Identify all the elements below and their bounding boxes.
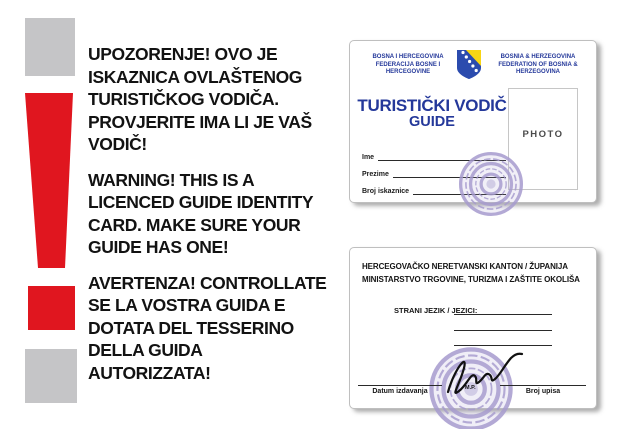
field-label: Broj iskaznice [362,188,410,195]
round-official-stamp-icon [458,151,524,217]
warning-line: UPOZORENJE! OVO JE [88,44,278,64]
warning-line: SE LA VOSTRA GUIDA E [88,295,286,315]
warning-text-english [88,169,324,259]
warning-line: DOTATA DEL TESSERINO [88,317,294,338]
card-header-left [360,54,456,77]
warning-line: VODIČ! [88,134,147,154]
header-text: BOSNA I HERCEGOVINA [372,54,444,60]
warning-line: GUIDE HAS ONE! [88,237,229,257]
warning-line: AVERTENZA! CONTROLLATE [88,272,327,293]
date-label: Datum izdavanja [372,388,428,395]
warning-line: AUTORIZZATA! [88,362,211,383]
header-text: BOSNIA & HERZEGOVINA [500,54,576,60]
warning-line: CARD. MAKE SURE YOUR [88,214,301,235]
warning-line: PROVJERITE IMA LI JE VAŠ [88,111,312,132]
card-title-line1: TURISTIČKI VODIČ [357,96,507,115]
card-title [356,97,508,130]
warning-line: ISKAZNICA OVLAŠTENOG [88,66,302,87]
warning-line: TURISTIČKOG VODIČA. [88,89,279,109]
number-label: Broj upisa [525,388,561,395]
gray-square-top [25,18,75,76]
header-text: FEDERACIJA BOSNE I HERCEGOVINE [375,61,441,75]
bosnia-herzegovina-coat-of-arms-icon [456,49,482,80]
warning-line: WARNING! THIS IS A [88,169,255,190]
warning-text-block [88,43,327,384]
stamp-center-text: M.P. [465,385,476,391]
photo-placeholder-label: PHOTO [522,129,564,140]
warning-line: LICENCED GUIDE IDENTITY [88,192,314,212]
field-label: Prezime [362,171,389,178]
exclamation-mark-icon [25,93,73,268]
language-blank-line [454,314,552,315]
card-header-right [486,54,590,77]
handwritten-signature [438,344,538,402]
header-text: FEDERATION OF BOSNIA & HERZEGOVINA [498,61,578,75]
guide-card-front [349,40,597,203]
language-blank-line [454,330,552,331]
exclamation-dot [28,286,75,330]
warning-line: DELLA GUIDA [88,340,203,360]
date-blank-line [358,385,442,386]
warning-text-italian [88,272,327,385]
ministry-header [362,260,580,286]
gray-square-bottom [25,349,77,403]
header-text: HERCEGOVAČKO NERETVANSKI KANTON / ŽUPANIJA [362,262,568,271]
language-field-label: STRANI JEZIK / JEZICI: [394,306,478,315]
header-text: MINISTARSTVO TRGOVINE, TURIZMA I ZAŠTITE OKOLIŠA [362,275,580,284]
warning-text-bosnian [88,43,324,156]
field-label: Ime [362,154,375,161]
card-title-line2: GUIDE [409,114,455,130]
guide-card-back [349,247,597,409]
